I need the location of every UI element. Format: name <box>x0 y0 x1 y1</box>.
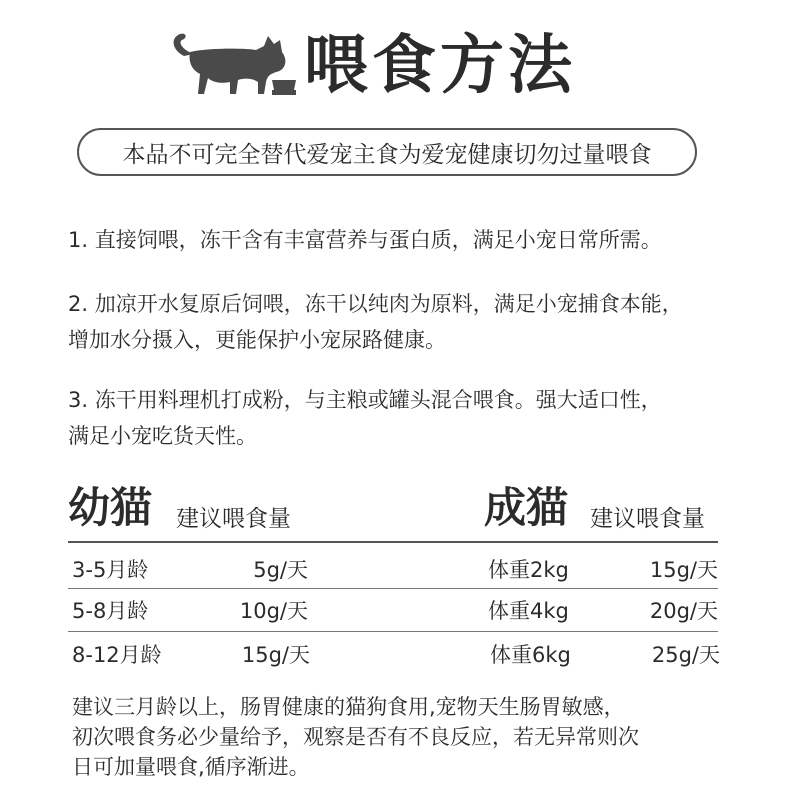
cat-with-bowl-icon <box>168 26 300 98</box>
kitten-row-3-amount: 15g/天 <box>241 643 310 667</box>
feeding-note-line-3: 日可加量喂食,循序渐进。 <box>72 755 310 779</box>
adult-row-1-label: 体重2kg <box>488 558 569 582</box>
adult-row-2-label: 体重4kg <box>488 599 569 623</box>
table-row-divider <box>68 631 718 632</box>
method-2-line-2: 增加水分摄入，更能保护小宠尿路健康。 <box>68 328 446 352</box>
method-1 <box>68 222 662 258</box>
feeding-note <box>72 692 639 782</box>
kitten-row-2-amount: 10g/天 <box>239 599 308 623</box>
adult-title: 成猫 <box>484 483 569 532</box>
kitten-title: 幼猫 <box>68 483 153 532</box>
page-title: 喂食方法 <box>304 29 576 103</box>
adult-row-1-amount: 15g/天 <box>649 558 718 582</box>
kitten-row-1-amount: 5g/天 <box>253 558 308 582</box>
method-3-line-1: 3. 冻干用料理机打成粉，与主粮或罐头混合喂食。强大适口性， <box>68 388 662 412</box>
feeding-note-line-1: 建议三月龄以上，肠胃健康的猫狗食用,宠物天生肠胃敏感， <box>72 695 625 719</box>
table-row-divider <box>68 588 718 589</box>
kitten-row-1-label: 3-5月龄 <box>72 558 149 582</box>
method-2 <box>68 286 683 358</box>
table-top-rule <box>68 541 718 543</box>
adult-row-2-amount: 20g/天 <box>649 599 718 623</box>
warning-notice: 本品不可完全替代爱宠主食为爱宠健康切勿过量喂食 <box>77 128 697 176</box>
adult-row-3-amount: 25g/天 <box>651 643 720 667</box>
kitten-row-3-label: 8-12月龄 <box>72 643 162 667</box>
method-3-line-2: 满足小宠吃货天性。 <box>68 424 257 448</box>
method-1-line-1: 1. 直接饲喂，冻干含有丰富营养与蛋白质，满足小宠日常所需。 <box>68 228 662 252</box>
feeding-note-line-2: 初次喂食务必少量给予，观察是否有不良反应，若无异常则次 <box>72 725 639 749</box>
kitten-row-2-label: 5-8月龄 <box>72 599 149 623</box>
method-3 <box>68 382 662 454</box>
kitten-subtitle: 建议喂食量 <box>176 506 291 532</box>
adult-row-3-label: 体重6kg <box>490 643 571 667</box>
adult-subtitle: 建议喂食量 <box>590 506 705 532</box>
method-2-line-1: 2. 加凉开水复原后饲喂，冻干以纯肉为原料，满足小宠捕食本能， <box>68 292 683 316</box>
